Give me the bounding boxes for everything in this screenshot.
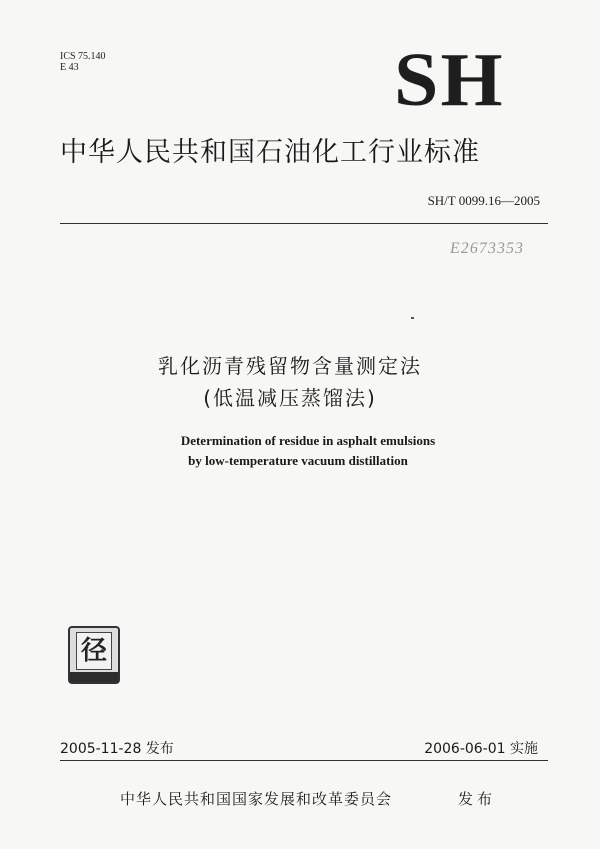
chinese-title-line-1: 乳化沥青残留物含量测定法 (158, 354, 422, 378)
seal-glyph: 径 (76, 632, 112, 670)
category-code: E 43 (60, 62, 79, 73)
issue-label: 发布 (458, 790, 497, 808)
top-divider (60, 223, 548, 224)
chinese-title-line-2: (低温减压蒸馏法) (203, 386, 377, 410)
ics-code: ICS 75.140 (60, 51, 106, 62)
english-title-line-2: by low-temperature vacuum distillation (188, 453, 408, 468)
library-seal-icon (68, 626, 120, 684)
standard-number: SH/T 0099.16—2005 (427, 193, 540, 208)
archive-stamp: E2673353 (448, 240, 526, 257)
bottom-divider (60, 760, 548, 761)
standard-title: 中华人民共和国石油化工行业标准 (60, 137, 480, 168)
classification-codes (60, 51, 106, 73)
seal-caption-band (70, 672, 118, 682)
issue-date: 2005-11-28 发布 (60, 741, 174, 757)
sh-logo: SH (394, 38, 505, 122)
issuing-authority: 中华人民共和国国家发展和改革委员会 (120, 790, 393, 808)
implementation-date: 2006-06-01 实施 (424, 741, 538, 757)
english-title-line-1: Determination of residue in asphalt emulsions (180, 433, 436, 448)
speck (411, 317, 414, 319)
